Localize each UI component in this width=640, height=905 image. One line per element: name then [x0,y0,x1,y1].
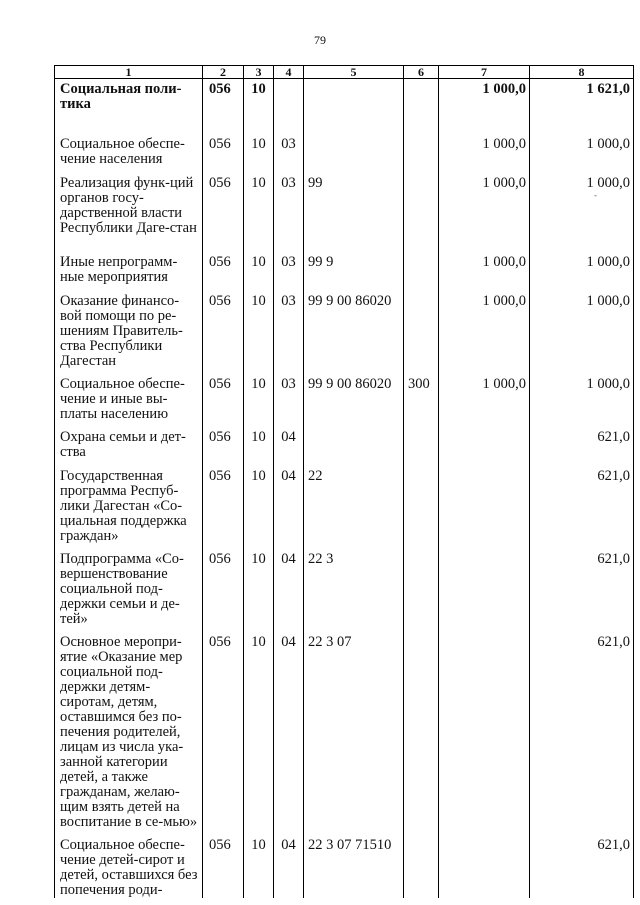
cell-expense-type [404,247,439,286]
cell-amount-2: 1 000,0 [530,369,634,422]
cell-ministry-code: 056 [203,79,244,130]
cell-target-article [304,129,404,168]
cell-amount-1: 1 000,0 [439,168,530,247]
cell-amount-2: 1 000,0 [530,168,634,247]
table-row [55,461,634,544]
table-row [55,247,634,286]
header-col-4: 4 [274,66,304,79]
row-name: Оказание финансо-вой помощи по ре-шениям Правитель-ства Республики Дагестан [55,286,203,369]
cell-section: 10 [244,286,274,369]
cell-amount-2: 621,0 [530,544,634,627]
row-name: Реализация функ-ций органов госу-дарственной власти Республики Даге-стан [55,168,203,247]
row-name: Социальное обеспе-чение населения [55,129,203,168]
cell-ministry-code: 056 [203,461,244,544]
row-name: Иные непрограмм-ные мероприятия [55,247,203,286]
cell-amount-1 [439,422,530,461]
cell-expense-type [404,422,439,461]
cell-amount-1: 1 000,0 [439,129,530,168]
cell-ministry-code: 056 [203,168,244,247]
header-col-3: 3 [244,66,274,79]
budget-table [54,65,634,898]
cell-target-article: 99 9 00 86020 [304,286,404,369]
cell-ministry-code: 056 [203,369,244,422]
cell-amount-1: 1 000,0 [439,369,530,422]
cell-expense-type [404,461,439,544]
cell-amount-1: 1 000,0 [439,286,530,369]
table-row [55,79,634,130]
cell-amount-2: 621,0 [530,627,634,830]
cell-subsection: 03 [274,129,304,168]
cell-subsection [274,79,304,130]
cell-target-article: 99 9 [304,247,404,286]
cell-subsection: 03 [274,369,304,422]
table-row [55,129,634,168]
cell-section: 10 [244,461,274,544]
cell-target-article [304,422,404,461]
cell-expense-type [404,286,439,369]
cell-subsection: 04 [274,422,304,461]
header-col-2: 2 [203,66,244,79]
cell-subsection: 03 [274,168,304,247]
header-col-1: 1 [55,66,203,79]
cell-ministry-code: 056 [203,422,244,461]
cell-subsection: 04 [274,830,304,898]
cell-amount-1 [439,830,530,898]
cell-ministry-code: 056 [203,627,244,830]
cell-subsection: 04 [274,544,304,627]
row-name: Охрана семьи и дет-ства [55,422,203,461]
header-col-6: 6 [404,66,439,79]
cell-expense-type [404,79,439,130]
cell-subsection: 04 [274,627,304,830]
cell-target-article: 22 3 [304,544,404,627]
cell-ministry-code: 056 [203,129,244,168]
page-number: 79 [314,33,326,47]
cell-amount-1 [439,461,530,544]
cell-ministry-code: 056 [203,286,244,369]
cell-section: 10 [244,544,274,627]
cell-expense-type [404,129,439,168]
header-col-5: 5 [304,66,404,79]
table-row [55,369,634,422]
row-name: Социальное обеспе-чение и иные вы-платы населению [55,369,203,422]
cell-target-article: 22 [304,461,404,544]
cell-subsection: 03 [274,286,304,369]
cell-target-article: 99 [304,168,404,247]
table-row [55,168,634,247]
cell-expense-type [404,627,439,830]
table-row [55,544,634,627]
stray-mark: - [594,190,597,200]
cell-expense-type: 300 [404,369,439,422]
cell-section: 10 [244,79,274,130]
cell-amount-2: 1 000,0 [530,129,634,168]
row-name: Государственная программа Респуб-лики Дагестан «Со-циальная поддержка граждан» [55,461,203,544]
cell-section: 10 [244,369,274,422]
cell-expense-type [404,168,439,247]
row-name: Социальная поли-тика [55,79,203,130]
header-col-8: 8 [530,66,634,79]
row-name: Социальное обеспе-чение детей-сирот и детей, оставшихся без попечения роди- [55,830,203,898]
cell-amount-2: 1 000,0 [530,247,634,286]
cell-amount-1 [439,544,530,627]
table-row [55,422,634,461]
cell-amount-2: 1 621,0 [530,79,634,130]
cell-ministry-code: 056 [203,830,244,898]
header-col-7: 7 [439,66,530,79]
cell-amount-2: 1 000,0 [530,286,634,369]
row-name: Основное меропри-ятие «Оказание мер социальной под-держки детям-сиротам, детям, оставшимся без по-печения родителей, лицам из числа ука-занной категории детей, а также гражданам, желаю-щим взять детей на воспитание в се-мью» [55,627,203,830]
cell-target-article: 99 9 00 86020 [304,369,404,422]
cell-amount-2: 621,0 [530,422,634,461]
cell-amount-1: 1 000,0 [439,79,530,130]
cell-expense-type [404,830,439,898]
cell-amount-1: 1 000,0 [439,247,530,286]
cell-section: 10 [244,627,274,830]
cell-amount-2: 621,0 [530,830,634,898]
table-row [55,627,634,830]
cell-expense-type [404,544,439,627]
cell-target-article: 22 3 07 71510 [304,830,404,898]
table-row [55,286,634,369]
cell-section: 10 [244,168,274,247]
row-name: Подпрограмма «Со-вершенствование социальной под-держки семьи и де-тей» [55,544,203,627]
header-row [55,66,634,79]
cell-subsection: 03 [274,247,304,286]
cell-ministry-code: 056 [203,247,244,286]
cell-section: 10 [244,129,274,168]
cell-amount-2: 621,0 [530,461,634,544]
cell-target-article [304,79,404,130]
cell-section: 10 [244,830,274,898]
cell-amount-1 [439,627,530,830]
cell-section: 10 [244,422,274,461]
cell-ministry-code: 056 [203,544,244,627]
cell-subsection: 04 [274,461,304,544]
cell-section: 10 [244,247,274,286]
table-row [55,830,634,898]
cell-target-article: 22 3 07 [304,627,404,830]
